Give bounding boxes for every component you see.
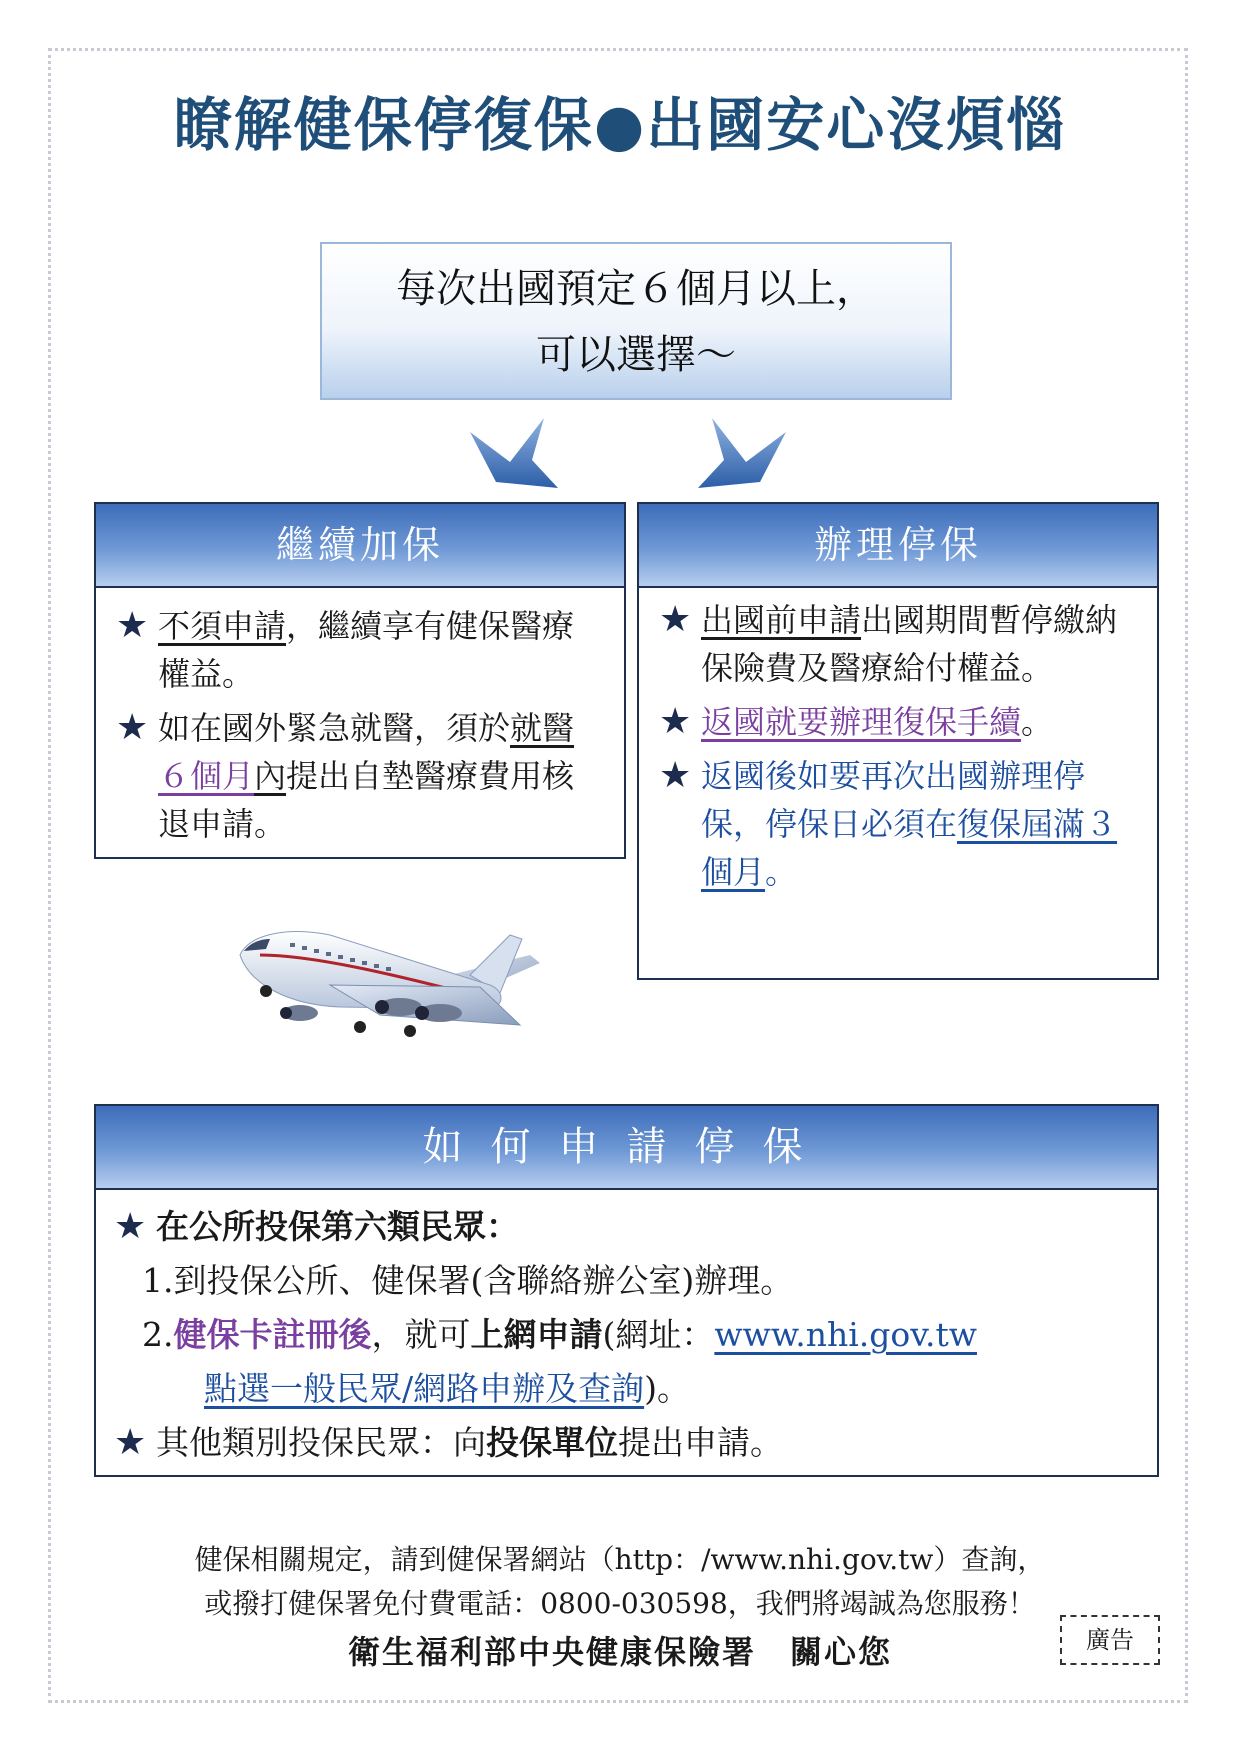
page-title: 瞭解健保停復保●出國安心沒煩惱	[173, 91, 1067, 159]
step-1: 1.到投保公所、健保署(含聯絡辦公室)辦理。	[142, 1261, 794, 1300]
list-item: ★ 不須申請，繼續享有健保醫療權益。	[116, 602, 606, 698]
suspend-insurance-header: 辦理停保	[639, 504, 1157, 588]
how-to-apply-header: 如何申請停保	[96, 1106, 1157, 1190]
how-to-apply-panel	[94, 1104, 1159, 1477]
list-item: ★ 其他類別投保民眾：向投保單位提出申請。	[114, 1416, 1139, 1470]
online-service-link[interactable]: 點選一般民眾/網路申辦及查詢	[204, 1369, 645, 1408]
footer-line-1: 健保相關規定，請到健保署網站（http：/www.nhi.gov.tw）查詢，	[194, 1543, 1046, 1576]
list-item: ★ 出國前申請出國期間暫停繳納保險費及醫療給付權益。	[659, 596, 1139, 692]
star-icon: ★	[114, 1422, 147, 1463]
intro-line-2: 可以選擇～	[536, 332, 736, 378]
footer-signature: 衛生福利部中央健康保險署 關心您	[347, 1633, 892, 1671]
star-icon: ★	[116, 707, 149, 748]
intro-line-1: 每次出國預定６個月以上，	[396, 266, 876, 312]
list-item: ★ 返國後如要再次出國辦理停保，停保日必須在復保屆滿３個月。	[659, 752, 1139, 896]
star-icon: ★	[116, 605, 149, 646]
nhi-website-link[interactable]: www.nhi.gov.tw	[714, 1315, 977, 1354]
star-icon: ★	[659, 701, 692, 742]
star-icon: ★	[659, 599, 692, 640]
list-item: ★ 如在國外緊急就醫，須於就醫６個月內提出自墊醫療費用核退申請。	[116, 704, 606, 848]
continue-insurance-header: 繼續加保	[96, 504, 624, 588]
no-application-text: 不須申請	[158, 607, 287, 645]
ad-label: 廣告	[1060, 1615, 1160, 1665]
footer	[0, 1538, 1240, 1674]
footer-line-2: 或撥打健保署免付費電話：0800-030598，我們將竭誠為您服務！	[204, 1587, 1036, 1620]
list-item: ★ 返國就要辦理復保手續。	[659, 698, 1139, 746]
intro-box	[320, 242, 952, 400]
star-icon: ★	[114, 1206, 147, 1247]
three-months-text: 復保屆滿３個月	[701, 805, 1118, 891]
star-icon: ★	[659, 755, 692, 796]
six-months-text: ６個月	[158, 757, 255, 795]
step-2: 2.健保卡註冊後，就可上網申請(網址：www.nhi.gov.tw 點選一般民眾/網路申辦及查詢)。	[142, 1315, 977, 1408]
return-resume-text: 返國就要辦理復保手續	[701, 703, 1022, 741]
suspend-insurance-panel	[637, 502, 1159, 980]
arrow-right-icon	[694, 412, 790, 492]
continue-insurance-panel	[94, 502, 626, 859]
list-item: ★ 在公所投保第六類民眾：	[114, 1200, 1139, 1254]
airplane-icon	[230, 915, 560, 1060]
arrow-left-icon	[466, 412, 562, 492]
